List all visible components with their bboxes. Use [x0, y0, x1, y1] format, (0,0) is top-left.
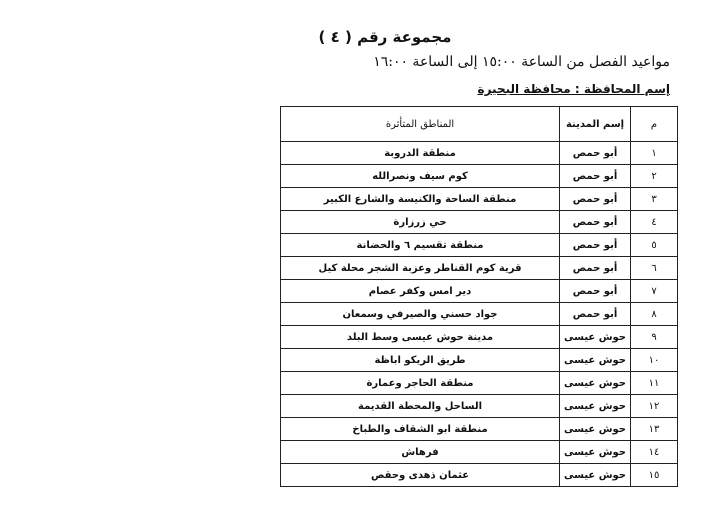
row-number-cell: ٦ [631, 257, 678, 280]
table-header-row [281, 107, 678, 142]
table-row [281, 280, 678, 303]
table-row [281, 257, 678, 280]
row-number-cell: ٧ [631, 280, 678, 303]
row-number-cell: ١٥ [631, 464, 678, 487]
table-row [281, 349, 678, 372]
row-number-cell: ٥ [631, 234, 678, 257]
area-cell: منطقة الدروبة [281, 142, 560, 165]
row-number-cell: ٨ [631, 303, 678, 326]
area-cell: منطقة ابو الشقاف والطباخ [281, 418, 560, 441]
city-cell: أبو حمص [560, 234, 631, 257]
row-number-cell: ٣ [631, 188, 678, 211]
row-number-cell: ١٤ [631, 441, 678, 464]
table-row [281, 441, 678, 464]
table-row [281, 234, 678, 257]
table-row [281, 464, 678, 487]
area-cell: دير امس وكفر عصام [281, 280, 560, 303]
area-cell: الساحل والمحطة القديمة [281, 395, 560, 418]
area-cell: عثمان ذهدى وحقص [281, 464, 560, 487]
column-header-number: م [631, 107, 678, 142]
row-number-cell: ٤ [631, 211, 678, 234]
table-row [281, 395, 678, 418]
area-cell: قرية كوم القناطر وعزبة الشجر محلة كيل [281, 257, 560, 280]
area-cell: منطقة الساحة والكنيسة والشارع الكبير [281, 188, 560, 211]
city-cell: حوش عيسى [560, 395, 631, 418]
area-cell: حي زرزارة [281, 211, 560, 234]
table-row [281, 418, 678, 441]
row-number-cell: ٩ [631, 326, 678, 349]
table-row [281, 142, 678, 165]
area-cell: جواد حسني والصيرفي وسمعان [281, 303, 560, 326]
city-cell: حوش عيسى [560, 418, 631, 441]
table-row [281, 188, 678, 211]
city-cell: أبو حمص [560, 257, 631, 280]
city-cell: حوش عيسى [560, 464, 631, 487]
governorate-label: إسم المحافظة : محافظة البحيرة [477, 82, 670, 96]
table-row [281, 372, 678, 395]
city-cell: أبو حمص [560, 303, 631, 326]
group-title: مجموعة رقم ( ٤ ) [318, 28, 452, 46]
row-number-cell: ١٠ [631, 349, 678, 372]
row-number-cell: ١ [631, 142, 678, 165]
row-number-cell: ١٢ [631, 395, 678, 418]
city-cell: أبو حمص [560, 280, 631, 303]
row-number-cell: ٢ [631, 165, 678, 188]
city-cell: أبو حمص [560, 165, 631, 188]
area-cell: كوم سيف ونصرالله [281, 165, 560, 188]
table-row [281, 165, 678, 188]
row-number-cell: ١١ [631, 372, 678, 395]
city-cell: حوش عيسى [560, 349, 631, 372]
row-number-cell: ١٣ [631, 418, 678, 441]
city-cell: حوش عيسى [560, 326, 631, 349]
column-header-city: إسم المدينة [560, 107, 631, 142]
table-row [281, 211, 678, 234]
area-cell: فرهاش [281, 441, 560, 464]
column-header-areas: المناطق المتأثرة [281, 107, 560, 142]
schedule-line: مواعيد الفصل من الساعة ١٥:٠٠ إلى الساعة ١٦:٠٠ [373, 54, 670, 70]
area-cell: منطقة تقسيم ٦ والحضانة [281, 234, 560, 257]
area-cell: طريق الريكو اباظة [281, 349, 560, 372]
city-cell: حوش عيسى [560, 372, 631, 395]
city-cell: أبو حمص [560, 188, 631, 211]
city-cell: أبو حمص [560, 211, 631, 234]
city-cell: حوش عيسى [560, 441, 631, 464]
table-row [281, 303, 678, 326]
table-row [281, 326, 678, 349]
affected-areas-table [280, 106, 678, 487]
area-cell: مدينة حوش عيسى وسط البلد [281, 326, 560, 349]
area-cell: منطقة الحاجر وعمارة [281, 372, 560, 395]
city-cell: أبو حمص [560, 142, 631, 165]
